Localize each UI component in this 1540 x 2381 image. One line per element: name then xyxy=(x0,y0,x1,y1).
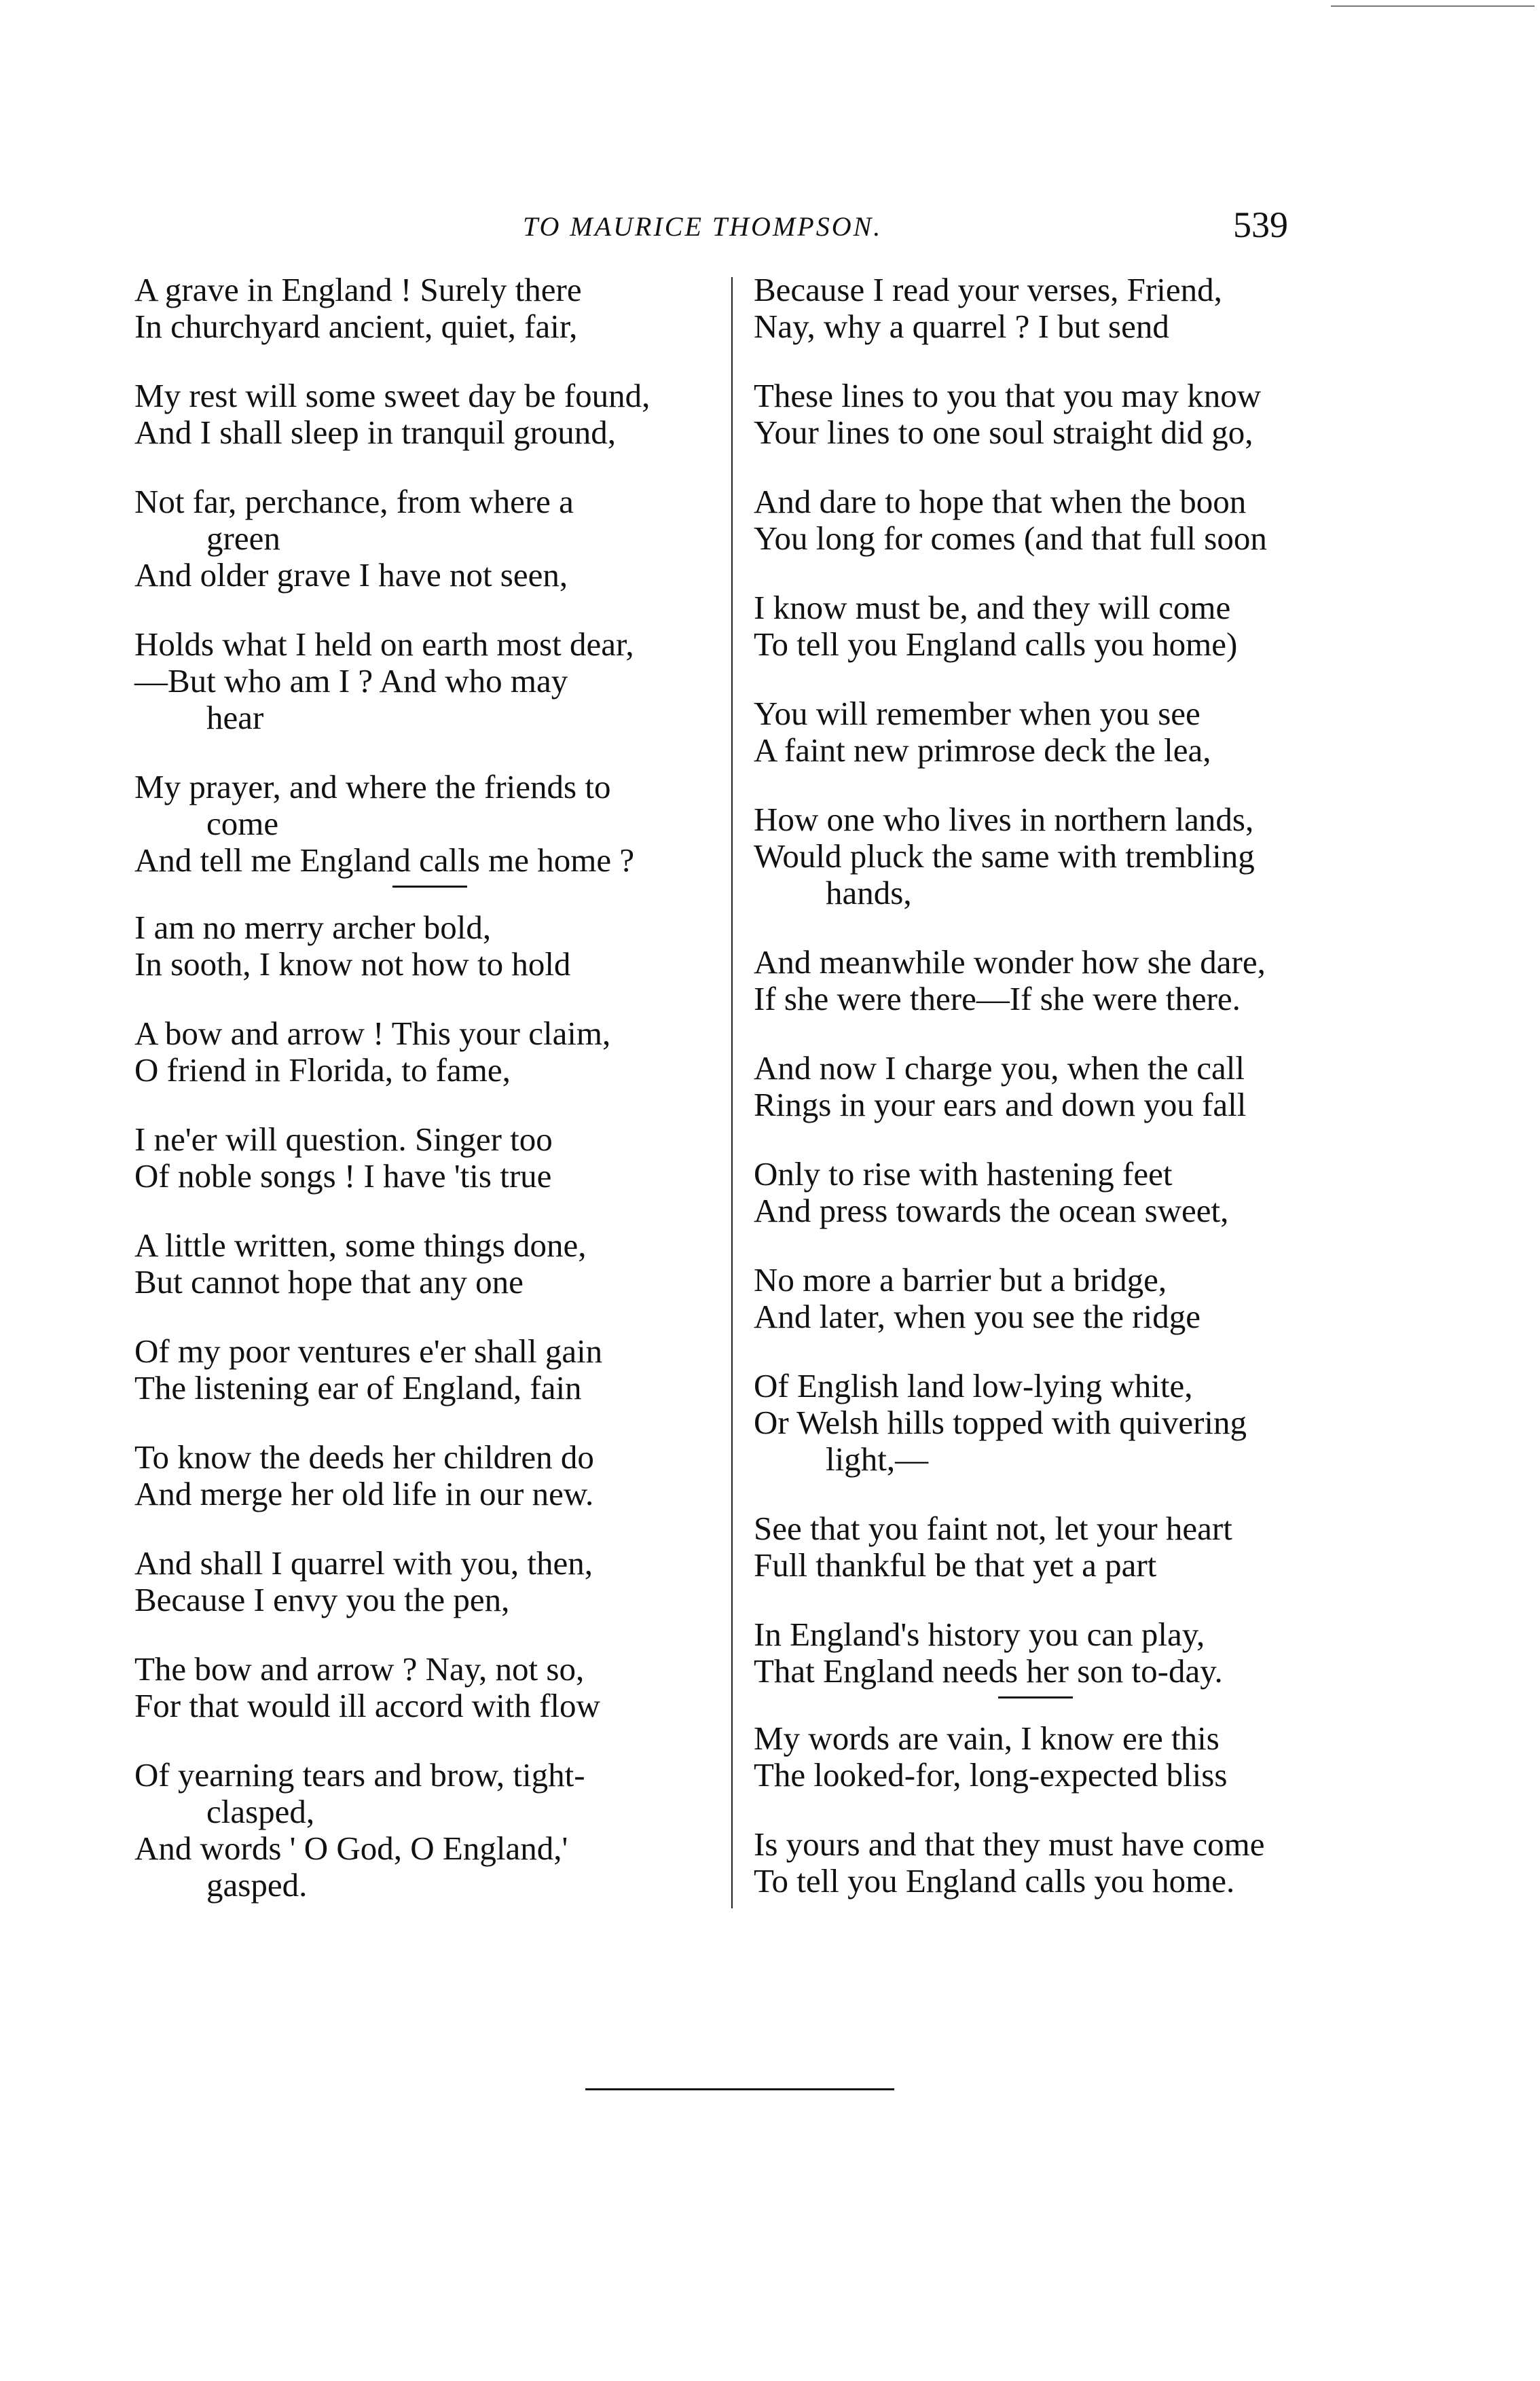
verse-line: See that you faint not, let your heart xyxy=(754,1510,1232,1547)
stanza xyxy=(754,1720,1344,1794)
verse-line: You long for comes (and that full soon xyxy=(754,520,1267,557)
verse-line-continuation: light,— xyxy=(826,1440,929,1478)
verse-line: That England needs her son to-day. xyxy=(754,1652,1223,1690)
verse-line: But cannot hope that any one xyxy=(134,1263,524,1301)
section-rule xyxy=(998,1696,1073,1698)
verse-line: Only to rise with hastening feet xyxy=(754,1155,1173,1193)
verse-line-continuation: hands, xyxy=(826,874,912,911)
verse-line-continuation: green xyxy=(206,520,280,557)
verse-line: Would pluck the same with trembling xyxy=(754,837,1255,875)
verse-line: O friend in Florida, to fame, xyxy=(134,1051,511,1089)
stanza xyxy=(754,801,1344,911)
verse-line: In England's history you can play, xyxy=(754,1616,1205,1653)
section-rule xyxy=(392,886,467,888)
verse-line: And shall I quarrel with you, then, xyxy=(134,1544,593,1582)
verse-line: Of English land low-lying white, xyxy=(754,1367,1193,1404)
verse-line: In sooth, I know not how to hold xyxy=(134,945,571,983)
verse-line: In churchyard ancient, quiet, fair, xyxy=(134,308,578,345)
verse-line-continuation: come xyxy=(206,805,279,842)
stanza xyxy=(754,1368,1344,1478)
stanza xyxy=(754,378,1344,451)
stanza xyxy=(754,695,1344,769)
verse-line: And I shall sleep in tranquil ground, xyxy=(134,414,617,451)
verse-line: And older grave I have not seen, xyxy=(134,556,568,594)
verse-line: For that would ill accord with flow xyxy=(134,1687,600,1724)
verse-line: My words are vain, I know ere this xyxy=(754,1720,1220,1757)
stanza xyxy=(134,769,712,879)
running-title: TO MAURICE THOMPSON. xyxy=(523,211,883,242)
verse-line: To know the deeds her children do xyxy=(134,1438,594,1476)
verse-line: If she were there—If she were there. xyxy=(754,980,1241,1017)
page-number: 539 xyxy=(1233,204,1288,245)
stanza xyxy=(754,944,1344,1017)
stanza xyxy=(134,272,712,345)
verse-line: And dare to hope that when the boon xyxy=(754,483,1247,520)
verse-line: Of noble songs ! I have 'tis true xyxy=(134,1157,552,1195)
stanza xyxy=(754,484,1344,557)
verse-line: And later, when you see the ridge xyxy=(754,1298,1200,1335)
top-edge-rule xyxy=(1331,5,1535,7)
stanza xyxy=(754,272,1344,345)
left-column xyxy=(134,272,712,1936)
verse-line: Because I read your verses, Friend, xyxy=(754,271,1222,308)
verse-line: To tell you England calls you home) xyxy=(754,625,1238,663)
verse-line: A bow and arrow ! This your claim, xyxy=(134,1015,611,1052)
verse-line: You will remember when you see xyxy=(754,695,1200,732)
right-column xyxy=(754,272,1344,1932)
stanza xyxy=(754,1616,1344,1690)
verse-line: Of my poor ventures e'er shall gain xyxy=(134,1332,603,1370)
stanza xyxy=(754,1262,1344,1335)
verse-line: The listening ear of England, fain xyxy=(134,1369,582,1406)
verse-line: Or Welsh hills topped with quivering xyxy=(754,1404,1247,1441)
verse-line: How one who lives in northern lands, xyxy=(754,801,1254,838)
verse-line: And tell me England calls me home ? xyxy=(134,841,635,879)
verse-line: And meanwhile wonder how she dare, xyxy=(754,943,1266,981)
verse-line: The looked-for, long-expected bliss xyxy=(754,1756,1228,1794)
stanza xyxy=(134,1015,712,1089)
verse-line: And merge her old life in our new. xyxy=(134,1475,594,1512)
stanza xyxy=(134,1333,712,1406)
verse-line: —But who am I ? And who may xyxy=(134,662,568,699)
column-divider xyxy=(731,277,733,1908)
verse-line-continuation: clasped, xyxy=(206,1793,315,1830)
verse-line: To tell you England calls you home. xyxy=(754,1862,1235,1900)
verse-line: Your lines to one soul straight did go, xyxy=(754,414,1253,451)
stanza xyxy=(134,484,712,594)
stanza xyxy=(754,589,1344,663)
verse-line: Not far, perchance, from where a xyxy=(134,483,574,520)
verse-line: No more a barrier but a bridge, xyxy=(754,1261,1167,1298)
verse-line: I ne'er will question. Singer too xyxy=(134,1121,553,1158)
verse-line: Nay, why a quarrel ? I but send xyxy=(754,308,1169,345)
verse-line: My prayer, and where the friends to xyxy=(134,768,611,805)
end-rule xyxy=(585,2088,894,2090)
verse-line: Is yours and that they must have come xyxy=(754,1825,1265,1863)
stanza xyxy=(134,1651,712,1724)
stanza xyxy=(134,1121,712,1195)
verse-line-continuation: hear xyxy=(206,699,264,736)
verse-line: A faint new primrose deck the lea, xyxy=(754,731,1211,769)
verse-line: I am no merry archer bold, xyxy=(134,909,492,946)
stanza xyxy=(134,909,712,983)
stanza xyxy=(134,1545,712,1618)
stanza xyxy=(134,1439,712,1512)
verse-line: Of yearning tears and brow, tight- xyxy=(134,1756,585,1794)
verse-line: The bow and arrow ? Nay, not so, xyxy=(134,1650,585,1688)
verse-line: My rest will some sweet day be found, xyxy=(134,377,650,414)
stanza xyxy=(134,378,712,451)
stanza xyxy=(754,1826,1344,1900)
verse-line: These lines to you that you may know xyxy=(754,377,1262,414)
stanza xyxy=(754,1050,1344,1123)
stanza xyxy=(134,1227,712,1301)
verse-line: Because I envy you the pen, xyxy=(134,1581,510,1618)
verse-line-continuation: gasped. xyxy=(206,1866,308,1904)
verse-line: Rings in your ears and down you fall xyxy=(754,1086,1247,1123)
stanza xyxy=(754,1156,1344,1229)
stanza xyxy=(134,1757,712,1904)
verse-line: Holds what I held on earth most dear, xyxy=(134,625,634,663)
verse-line: And press towards the ocean sweet, xyxy=(754,1192,1229,1229)
verse-line: I know must be, and they will come xyxy=(754,589,1231,626)
verse-line: And words ' O God, O England,' xyxy=(134,1830,568,1867)
stanza xyxy=(754,1510,1344,1584)
page-header xyxy=(0,204,1540,251)
verse-line: A grave in England ! Surely there xyxy=(134,271,582,308)
verse-line: And now I charge you, when the call xyxy=(754,1049,1245,1087)
stanza xyxy=(134,626,712,736)
verse-line: Full thankful be that yet a part xyxy=(754,1546,1157,1584)
verse-line: A little written, some things done, xyxy=(134,1226,587,1264)
